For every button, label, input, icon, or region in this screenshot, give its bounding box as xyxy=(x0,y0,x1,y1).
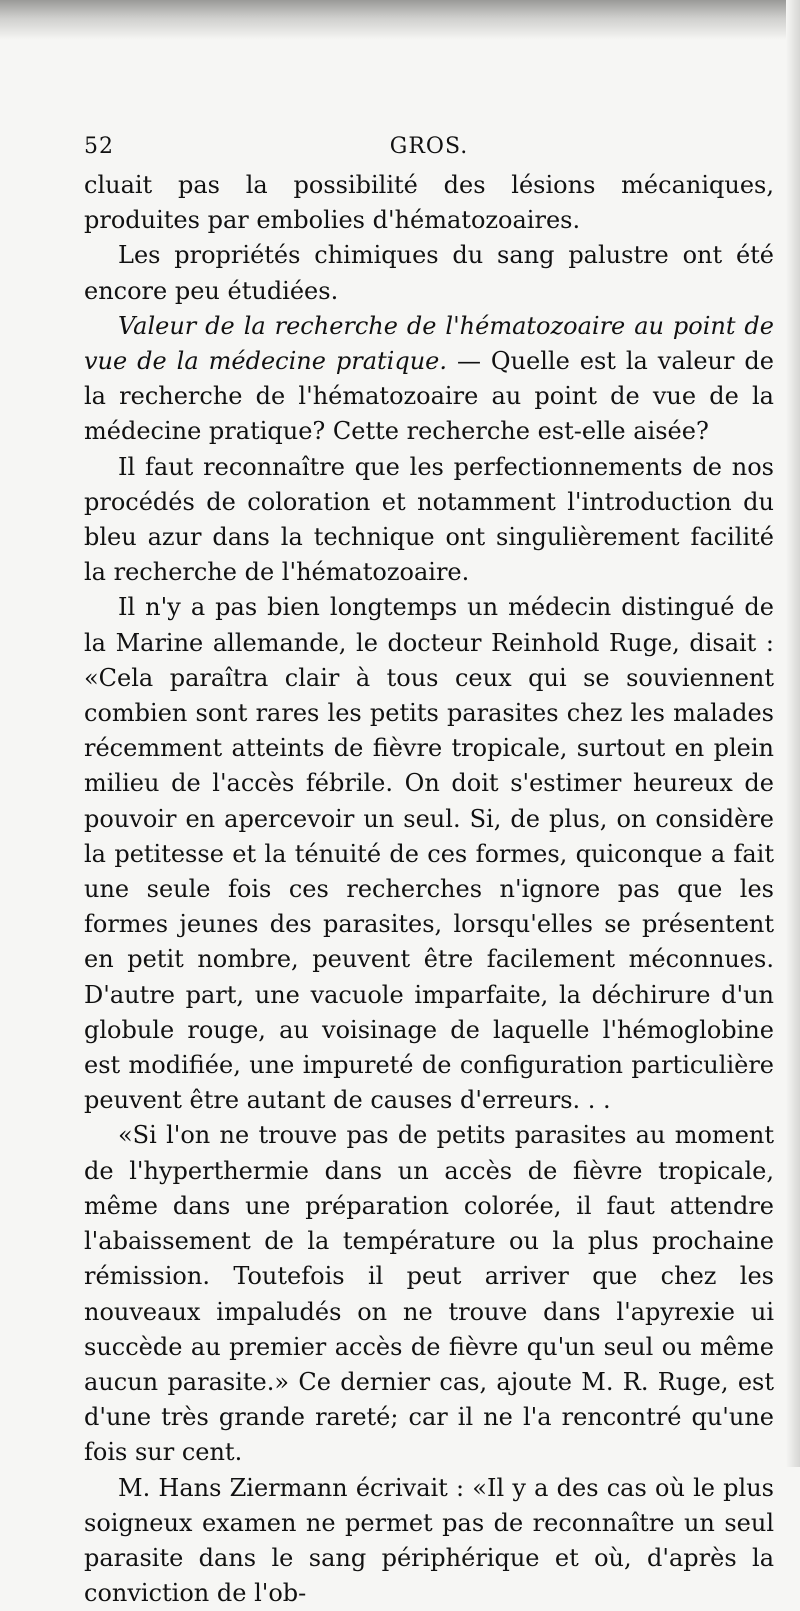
paragraph-3-text: — Quelle est la valeur de la recherche de l'hématozoaire au point de vue de la médecine pratique? Cette recherche est-elle aisée? xyxy=(84,347,774,446)
section-heading: Valeur de la recherche de l'hématozoaire au point de vue de la médecine pratique. xyxy=(84,311,774,376)
paragraph-2: Les propriétés chimiques du sang palustre ont été encore peu étudiées. xyxy=(84,241,774,305)
paragraph-6: «Si l'on ne trouve pas de petits parasites au moment de l'hyperthermie dans un accès de fièvre tropicale, même dans une préparation colorée, il faut attendre l'abaissement de la température ou la plus prochaine rémission. Toutefois il peut arriver que chez les nouveaux impaludés on ne trouve dans l'apyrexie ui succède au premier accès de fièvre qu'un seul ou même aucun parasite.» Ce dernier cas, ajoute M. R. Ruge, est d'une très grande rareté; car il ne l'a rencontré qu'une fois sur cent. xyxy=(84,1121,774,1467)
book-page xyxy=(84,128,774,1611)
paragraph-1: cluait pas la possibilité des lésions mécaniques, produites par embolies d'hématozoaires. xyxy=(84,171,774,235)
paragraph-5: Il n'y a pas bien longtemps un médecin distingué de la Marine allemande, le docteur Reinhold Ruge, disait : «Cela paraîtra clair à tous ceux qui se souviennent combien sont rares les petits parasites chez les malades récemment atteints de fièvre tropicale, surtout en plein milieu de l'accès fébrile. On doit s'estimer heureux de pouvoir en apercevoir un seul. Si, de plus, on considère la petitesse et la ténuité de ces formes, quiconque a fait une seule fois ces recherches n'ignore pas que les formes jeunes des parasites, lorsqu'elles se présentent en petit nombre, peuvent être facilement méconnues. D'autre part, une vacuole imparfaite, la déchirure d'un globule rouge, au voisinage de laquelle l'hémoglobine est modifiée, une impureté de configuration particulière peuvent être autant de causes d'erreurs. . . xyxy=(84,593,774,1115)
scan-right-edge xyxy=(786,0,800,1467)
page-number: 52 xyxy=(84,134,114,159)
scan-top-edge xyxy=(0,0,800,40)
paragraph-3 xyxy=(84,309,774,450)
paragraph-4: Il faut reconnaître que les perfectionnements de nos procédés de coloration et notamment l'introduction du bleu azur dans la technique ont singulièrement facilité la recherche de l'hématozoaire. xyxy=(84,452,774,587)
running-head: GROS. xyxy=(389,134,469,159)
body-text xyxy=(84,168,774,1611)
paragraph-7: M. Hans Ziermann écrivait : «Il y a des cas où le plus soigneux examen ne permet pas de reconnaître un seul parasite dans le sang périphérique et où, d'après la conviction de l'ob- xyxy=(84,1473,774,1608)
page-header xyxy=(84,128,774,168)
